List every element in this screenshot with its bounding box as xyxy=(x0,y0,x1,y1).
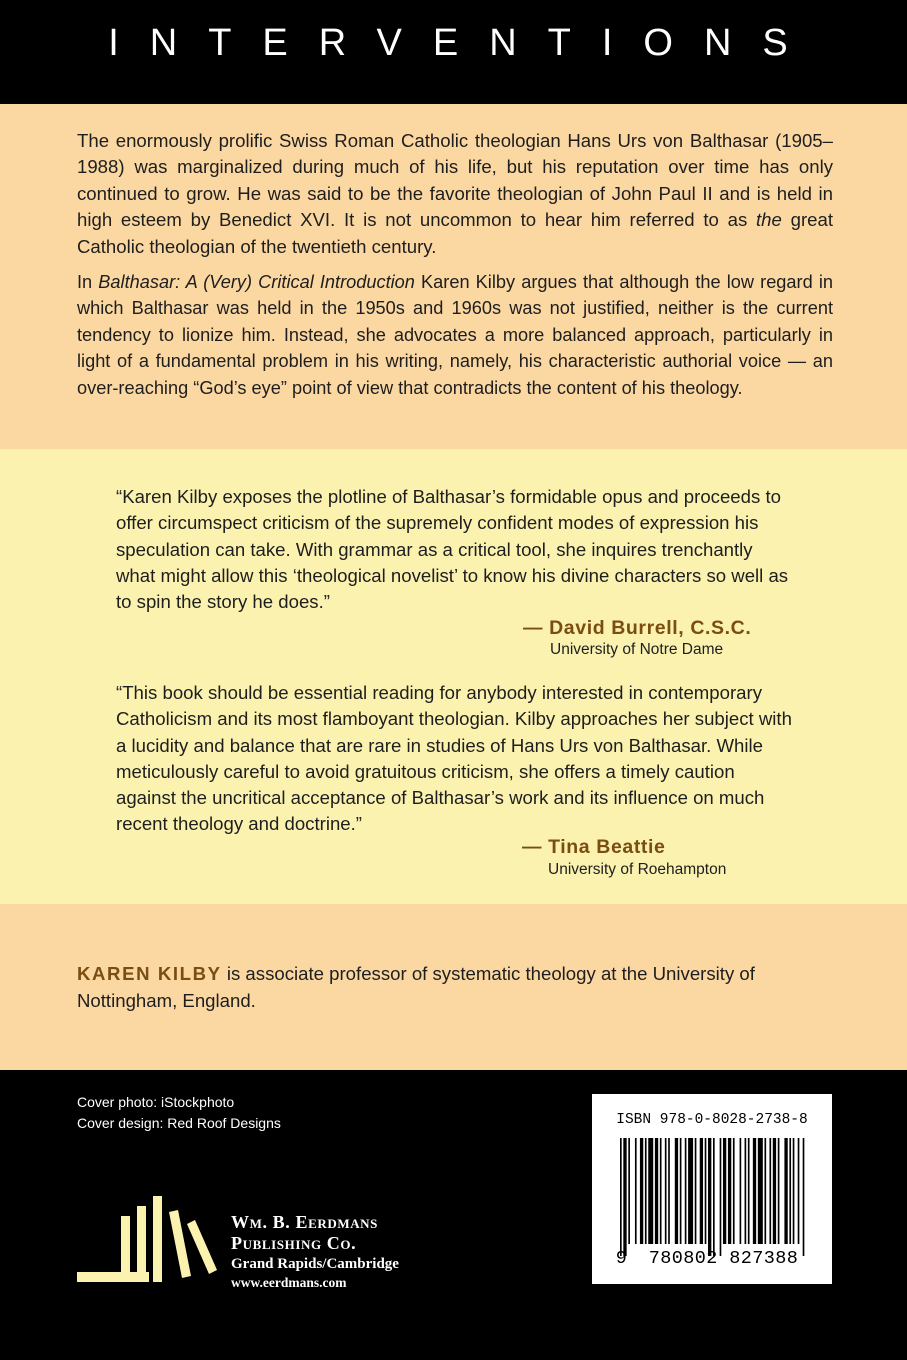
publisher-imprint xyxy=(231,1212,399,1291)
description-paragraph-1: The enormously prolific Swiss Roman Catholic theologian Hans Urs von Balthasar (1905–1988) was marginalized during much of his life, but his reputation over time has only continued to grow. He was said to be the favorite theologian of John Paul II and is held in high esteem by Benedict XVI. It is not uncommon to hear him referred to as the great Catholic theologian of the twentieth century. xyxy=(77,130,833,257)
endorsement-quote-1: “Karen Kilby exposes the plotline of Balthasar’s formidable opus and proceeds to offer circumspect criticism of the supremely confident modes of expression his speculation can take. With grammar as a critical tool, she inquires trenchantly what might allow this ‘theological novelist’ to know his divine characters so well as to spin the story he does.” xyxy=(116,486,789,613)
book-description xyxy=(77,128,833,410)
author-bio: KAREN KILBY is associate professor of systematic theology at the University of Nottingham, England. xyxy=(77,963,755,1011)
barcode-digit-groups: 780802 827388 xyxy=(648,1248,799,1269)
endorsement-affiliation-2: University of Roehampton xyxy=(548,861,727,878)
isbn-barcode xyxy=(592,1094,832,1284)
publisher-city: Grand Rapids/Cambridge xyxy=(231,1256,399,1272)
endorsement-affiliation-1: University of Notre Dame xyxy=(550,641,724,658)
cover-credits xyxy=(77,1092,281,1134)
publisher-name-line-2: Publishing Co. xyxy=(231,1233,357,1253)
barcode-bars-icon xyxy=(620,1138,806,1256)
cover-design-credit: Cover design: Red Roof Designs xyxy=(77,1115,281,1131)
publisher-logo-icon xyxy=(77,1196,217,1286)
description-paragraph-2: In Balthasar: A (Very) Critical Introduction Karen Kilby argues that although the low regard in which Balthasar was held in the 1950s and 1960s was not justified, neither is the current tendency to lionize him. Instead, she advocates a more balanced approach, particularly in light of a fundamental problem in his writing, namely, his characteristic authorial voice — an over-reaching “God’s eye” point of view that contradicts the content of his theology. xyxy=(77,272,833,398)
book-title: Balthasar: A (Very) Critical Introduction xyxy=(98,272,415,293)
barcode-first-digit: 9 xyxy=(615,1248,628,1269)
emphasis-the: the xyxy=(756,209,782,231)
series-title: INTERVENTIONS xyxy=(108,22,819,64)
isbn-label: ISBN 978-0-8028-2738-8 xyxy=(616,1112,808,1128)
endorsement-attribution-1: — David Burrell, C.S.C. xyxy=(523,617,752,639)
publisher-name-line-1: Wm. B. Eerdmans xyxy=(231,1212,379,1232)
barcode-digits xyxy=(592,1248,832,1269)
author-name: KAREN KILBY xyxy=(77,963,222,984)
cover-photo-credit: Cover photo: iStockphoto xyxy=(77,1094,235,1110)
endorsement-quote-2: “This book should be essential reading for anybody interested in contemporary Catholicism and its most flamboyant theologian. Kilby approaches her subject with a lucidity and balance that are rare in studies of Hans Urs von Balthasar. While meticulously careful to avoid gratuitous criticism, she offers a timely caution against the uncritical acceptance of Balthasar’s work and its influence on much recent theology and doctrine.” xyxy=(116,682,792,835)
endorsement-attribution-2: — Tina Beattie xyxy=(522,836,666,858)
publisher-url: www.eerdmans.com xyxy=(231,1275,347,1290)
